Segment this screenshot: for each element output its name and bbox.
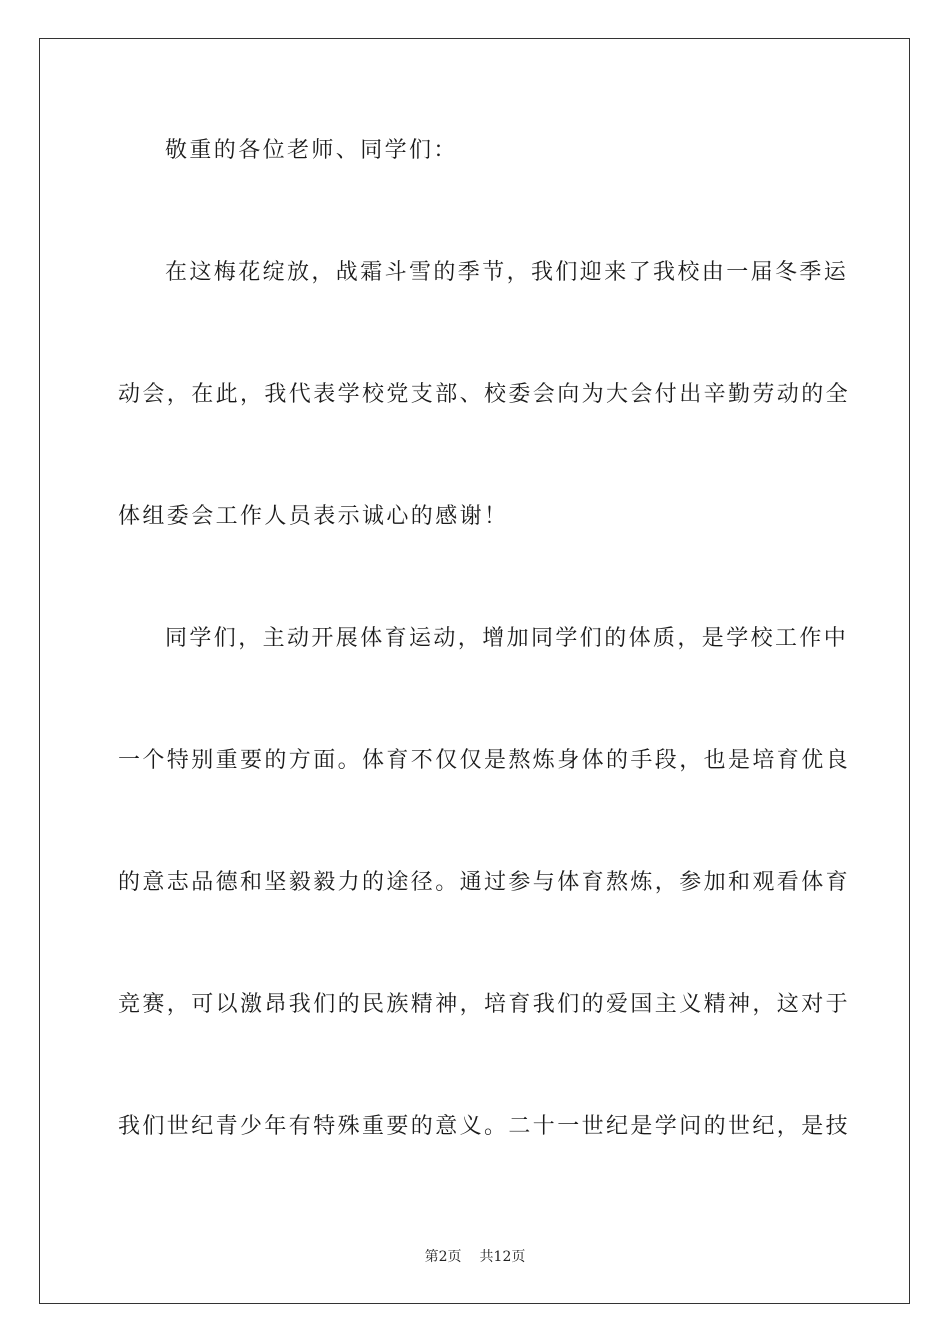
text-line-7: 竞赛，可以激昂我们的民族精神，培育我们的爱国主义精神，这对于: [118, 992, 851, 1017]
page-total: 共12页: [479, 1249, 526, 1265]
text-line-8: 我们世纪青少年有特殊重要的意义。二十一世纪是学问的世纪，是技: [118, 1114, 851, 1139]
page-footer: [0, 1247, 950, 1267]
text-line-6: 的意志品德和坚毅毅力的途径。通过参与体育熬炼，参加和观看体育: [118, 870, 851, 895]
text-line-4: 同学们，主动开展体育运动，增加同学们的体质，是学校工作中: [165, 626, 849, 651]
text-line-3: 体组委会工作人员表示诚心的感谢！: [118, 504, 509, 529]
text-line-2: 动会，在此，我代表学校党支部、校委会向为大会付出辛勤劳动的全: [118, 382, 851, 407]
text-line-5: 一个特别重要的方面。体育不仅仅是熬炼身体的手段，也是培育优良: [118, 748, 851, 773]
text-line-1: 在这梅花绽放，战霜斗雪的季节，我们迎来了我校由一届冬季运: [165, 260, 849, 285]
salutation-line: 敬重的各位老师、同学们：: [165, 138, 458, 163]
page-number: 第2页: [424, 1249, 462, 1265]
